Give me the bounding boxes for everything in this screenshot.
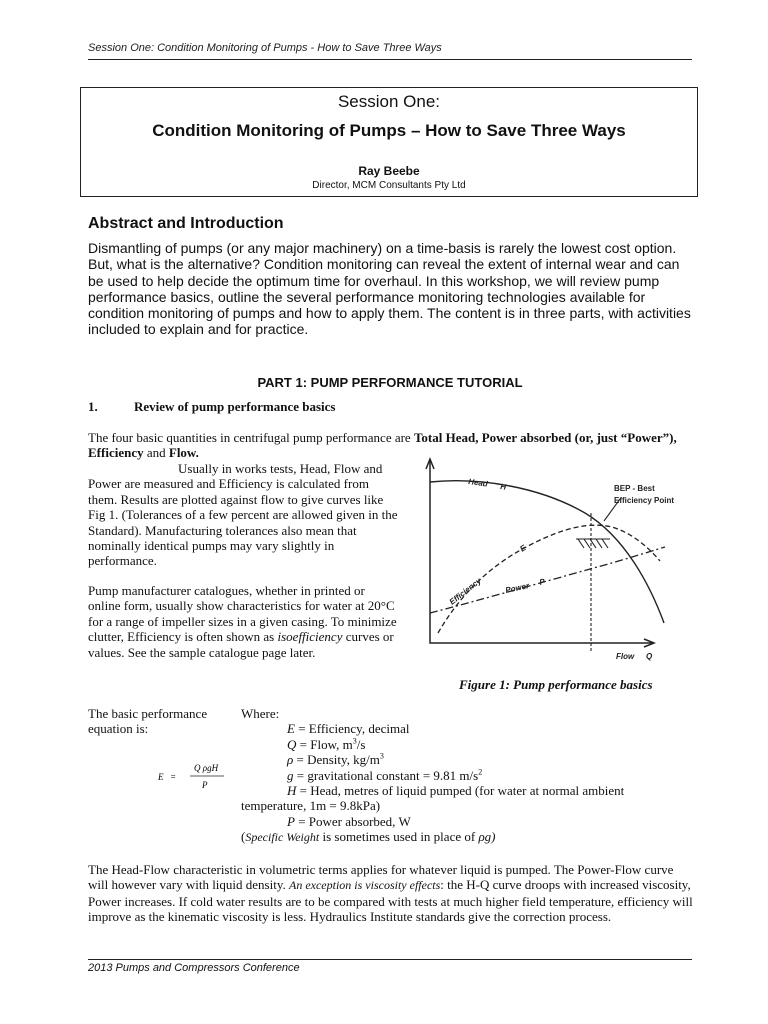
section-title: Review of pump performance basics — [134, 399, 336, 414]
where-label: Where: — [241, 706, 280, 721]
head-label: Head — [467, 477, 489, 489]
pump-performance-figure — [420, 455, 678, 665]
section-number: 1. — [88, 399, 98, 414]
specific-weight-text: is sometimes used in place of — [319, 829, 479, 845]
title-box — [80, 87, 698, 197]
def-efficiency-text: = Efficiency, decimal — [294, 721, 410, 737]
def-power-text: = Power absorbed, W — [294, 813, 411, 829]
formula-equals: = — [170, 772, 177, 782]
p4-text-b: : the H-Q curve droops with increased viscosity, Power increases. If cold water results are to be compared with tests at much higher field temperature, efficiency will improve as the kinematic viscosity is less. Hydraulics Institute standards give the correction process. — [88, 877, 693, 925]
figure-caption: Figure 1: Pump performance basics — [459, 677, 653, 692]
def-head-text: = Head, metres of liquid pumped (for water at normal ambient — [296, 783, 625, 799]
efficiency-label: Efficiency — [447, 576, 483, 607]
efficiency-symbol: E — [518, 543, 528, 554]
specific-weight-term: Specific Weight — [245, 830, 320, 845]
efficiency-formula — [150, 760, 230, 798]
p2-text-a: Pump manufacturer catalogues, whether in printed or online form, usually show characteristics for water at 20°C for a range of impeller sizes in a given casing. To minimize clutter, Efficiency is often shown as — [88, 583, 397, 645]
paragraph-works-tests — [88, 461, 398, 569]
p2-text-b: curves or values. See the sample catalogue page later. — [88, 629, 394, 660]
def-power: P = Power absorbed, W — [287, 813, 411, 829]
formula-denominator: P — [202, 780, 208, 790]
head-symbol: H — [499, 482, 507, 492]
header-rule — [88, 59, 692, 60]
def-gravity-text: = gravitational constant = 9.81 m/s — [293, 767, 479, 783]
formula-lhs: E — [158, 772, 164, 782]
where-definitions — [241, 706, 691, 846]
equation-intro: The basic performance equation is: — [88, 706, 208, 737]
p4-viscosity: An exception is viscosity effects — [289, 878, 441, 893]
p4-text-a: The Head-Flow characteristic in volumetric terms applies for whatever liquid is pumped. The Power-Flow curve will however vary with liquid density. — [88, 862, 674, 893]
paragraph-catalogues — [88, 583, 398, 660]
efficiency-curve — [438, 525, 660, 633]
paper-title: Condition Monitoring of Pumps – How to Save Three Ways — [152, 121, 626, 140]
bep-label-line2: Efficiency Point — [614, 496, 675, 505]
def-head: H = Head, metres of liquid pumped (for water at normal ambient — [287, 783, 625, 799]
p1-and: and — [143, 445, 169, 461]
flow-symbol: Q — [646, 652, 653, 661]
def-density-text: = Density, kg/m — [293, 752, 380, 768]
formula-numerator: Q ρgH — [194, 763, 219, 773]
paragraph-head-flow — [88, 862, 694, 925]
flow-label: Flow — [616, 652, 635, 661]
bep-label-line1: BEP - Best — [614, 484, 655, 493]
def-gravity: g = gravitational constant = 9.81 $m/s^2$ — [287, 767, 483, 783]
def-head-cont: temperature, 1m = 9.8kPa) — [241, 798, 381, 814]
abstract-paragraph: Dismantling of pumps (or any major machinery) on a time-basis is rarely the lowest cost option. But, what is the alternative? Condition monitoring can reveal the extent of internal wear and can be used to help decide the optimum time for overhaul. In this workshop, we will review pump performance basics, outline the several performance monitoring technologies available for condition monitoring of pumps and how to apply them. The content is in three parts, with activities included to explain and for practice. — [88, 240, 691, 338]
p1-lead: The four basic quantities in centrifugal pump performance are — [88, 430, 414, 445]
specific-weight-end: ρg) — [478, 829, 496, 845]
power-symbol: P — [538, 577, 546, 587]
power-label: Power — [504, 581, 530, 595]
p2-isoefficiency: isoefficiency — [277, 629, 343, 645]
p1-bold-quantities: Total Head, Power absorbed (or, just “Power”), Efficiency — [88, 430, 677, 461]
session-label: Session One: — [337, 92, 441, 111]
author-name: Ray Beebe — [358, 164, 420, 178]
def-density: ρ = Density, $kg/m^3$ — [287, 751, 384, 768]
def-flow-sup: 3 — [352, 736, 357, 746]
def-density-sup: 3 — [379, 751, 384, 761]
def-flow: Q = Flow, $m^3/s$ — [287, 736, 366, 752]
running-header: Session One: Condition Monitoring of Pumps - How to Save Three Ways — [88, 42, 442, 54]
def-gravity-sup: 2 — [478, 767, 483, 777]
abstract-heading: Abstract and Introduction — [88, 215, 284, 232]
def-specific-weight: (Specific Weight is sometimes used in place of ρg) — [241, 829, 496, 845]
section-heading — [88, 399, 335, 415]
footer-text: 2013 Pumps and Compressors Conference — [88, 962, 300, 974]
p1-rest: Usually in works tests, Head, Flow and Power are measured and Efficiency is calculated from them. Results are plotted against flow to give curves like Fig 1. (Tolerances of a few percent are allowed given in the Standard). Manufacturing tolerances also mean that nominally identical pumps may vary slightly in performance. — [88, 461, 398, 569]
def-flow-text: = Flow, m — [296, 736, 353, 752]
author-affiliation: Director, MCM Consultants Pty Ltd — [312, 180, 466, 191]
part1-heading: PART 1: PUMP PERFORMANCE TUTORIAL — [257, 375, 523, 390]
def-efficiency: E = Efficiency, decimal — [287, 721, 410, 737]
def-flow-end: /s — [356, 736, 366, 752]
footer-rule — [88, 959, 692, 960]
p1-bold-flow: Flow. — [168, 445, 199, 461]
